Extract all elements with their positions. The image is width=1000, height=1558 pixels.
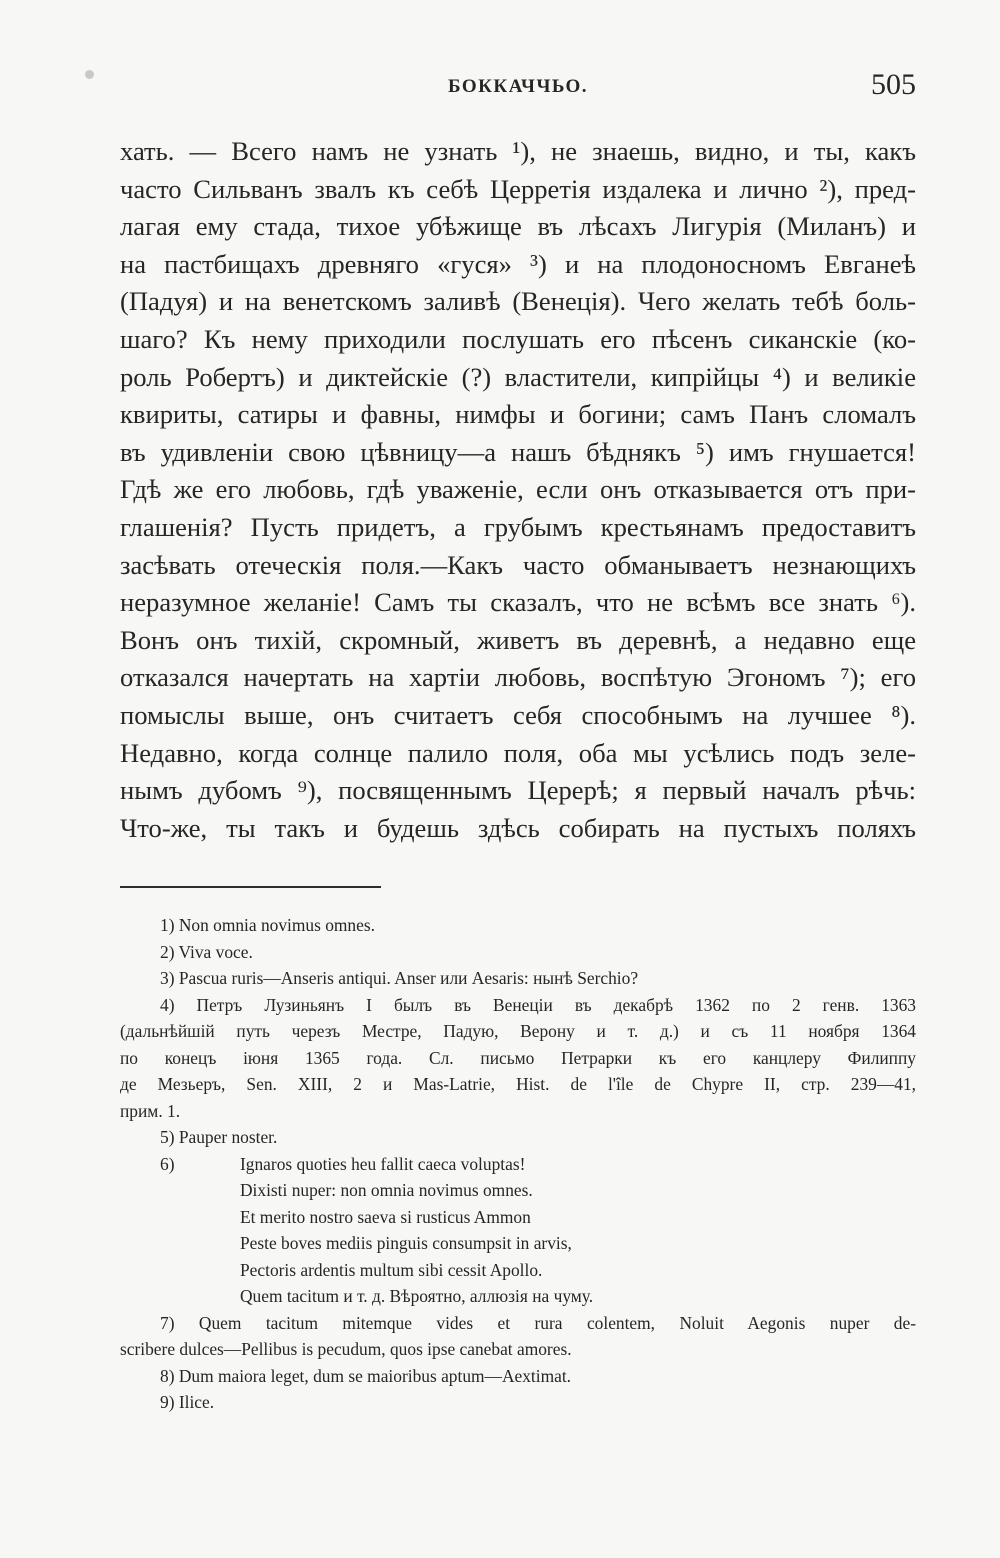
body-line: на пастбищахъ древняго «гуся» ³) и на плодоносномъ Евганеѣ [120,248,916,279]
footnote-6-verse: Quem tacitum и т. д. Вѣроятно, аллюзія на чуму. [240,1286,594,1306]
footnote-6-verse: Peste boves mediis pinguis consumpsit in arvis, [240,1233,572,1253]
footnote-5: 5) Pauper noster. [160,1127,278,1147]
body-line: неразумное желаніе! Самъ ты сказалъ, что не всѣмъ все знать ⁶). [120,587,916,618]
body-line: помыслы выше, онъ считаетъ себя способнымъ на лучшее ⁸). [120,699,916,730]
footnote-6-verse: Dixisti nuper: non omnia novimus omnes. [240,1180,533,1200]
body-line: хать. — Всего намъ не узнать ¹), не знаешь, видно, и ты, какъ [120,136,916,166]
body-line: нымъ дубомъ ⁹), посвященнымъ Церерѣ; я первый началъ рѣчь: [120,775,916,806]
footnote-rule [120,886,381,888]
body-line: Недавно, когда солнце палило поля, оба мы усѣлись подъ зеле- [120,737,916,768]
footnote-8: 8) Dum maiora leget, dum se maioribus aptum—Aextimat. [160,1365,572,1386]
body-line: Гдѣ же его любовь, гдѣ уваженіе, если онъ отказывается отъ при- [120,474,916,505]
body-line: часто Сильванъ звалъ къ себѣ Церретія издалека и лично ²), пред- [120,173,916,204]
footnote-6-line [160,1151,916,1178]
page-number: 505 [871,68,916,101]
body-line: (Падуя) и на венетскомъ заливѣ (Венеція). Чего желать тебѣ боль- [120,286,916,317]
body-line: въ удивленіи свою цѣвницу—а нашъ бѣднякъ ⁵) имъ гнушается! [120,436,916,467]
body-line: отказался начертать на хартіи любовь, воспѣтую Эгономъ ⁷); его [120,662,916,693]
footnote-4-line: (дальнѣйшій путь черезъ Местре, Падую, Верону и т. д.) и съ 11 ноября 1364 [120,1021,916,1041]
running-head [120,58,916,108]
footnote-7-line: scribere dulces—Pellibus is pecudum, quos ipse canebat amores. [120,1339,572,1359]
footnote-4-line: де Мезьеръ, Sen. XIII, 2 и Mas-Latrie, Hist. de l'île de Chypre II, стр. 239—41, [120,1074,916,1094]
footnotes [120,912,916,1416]
footnote-7-line: 7) Quem tacitum mitemque vides et rura colentem, Noluit Aegonis nuper de- [160,1312,916,1333]
footnote-9: 9) Ilice. [160,1392,215,1412]
footnote-4-line: по конецъ іюня 1365 года. Сл. письмо Петрарки къ его канцлеру Филиппу [120,1047,916,1068]
body-line: Что-же, ты такъ и будешь здѣсь собирать на пустыхъ поляхъ [120,812,916,843]
running-title: БОККАЧЧЬО. [447,76,589,97]
footnote-6-verse: Pectoris ardentis multum sibi cessit Apollo. [240,1259,543,1280]
footnote-3: 3) Pascua ruris—Anseris antiqui. Anser или Aesaris: нынѣ Serchio? [160,968,639,988]
footnote-4-line: прим. 1. [120,1100,181,1121]
body-line: засѣвать отеческія поля.—Какъ часто обманываетъ незнающихъ [120,549,916,580]
body-line: лагая ему стада, тихое убѣжище въ лѣсахъ Лигурія (Миланъ) и [120,211,916,242]
body-line: шаго? Къ нему приходили послушать его пѣсенъ сиканскіе (ко- [120,323,916,354]
body-line: роль Робертъ) и диктейскіе (?) властители, кипрійцы ⁴) и великіе [120,361,916,392]
body-text [120,133,916,847]
body-line: глашенія? Пусть придетъ, а грубымъ крестьянамъ предоставитъ [120,511,916,542]
footnote-4-line: 4) Петръ Лузиньянъ I былъ въ Венеціи въ декабрѣ 1362 по 2 генв. 1363 [160,994,916,1015]
page-blemish [85,70,94,79]
footnote-6-verse: Et merito nostro saeva si rusticus Ammon [240,1206,531,1227]
footnote-6-verse: Ignaros quoties heu fallit caeca voluptas! [240,1153,526,1174]
body-line: квириты, сатиры и фавны, нимфы и богини; самъ Панъ сломалъ [120,399,916,430]
footnote-6-number: 6) [160,1153,175,1174]
body-line: Вонъ онъ тихій, скромный, живетъ въ деревнѣ, а недавно еще [120,624,916,655]
footnote-2: 2) Viva voce. [160,941,253,962]
footnote-1: 1) Non omnia novimus omnes. [160,915,375,935]
